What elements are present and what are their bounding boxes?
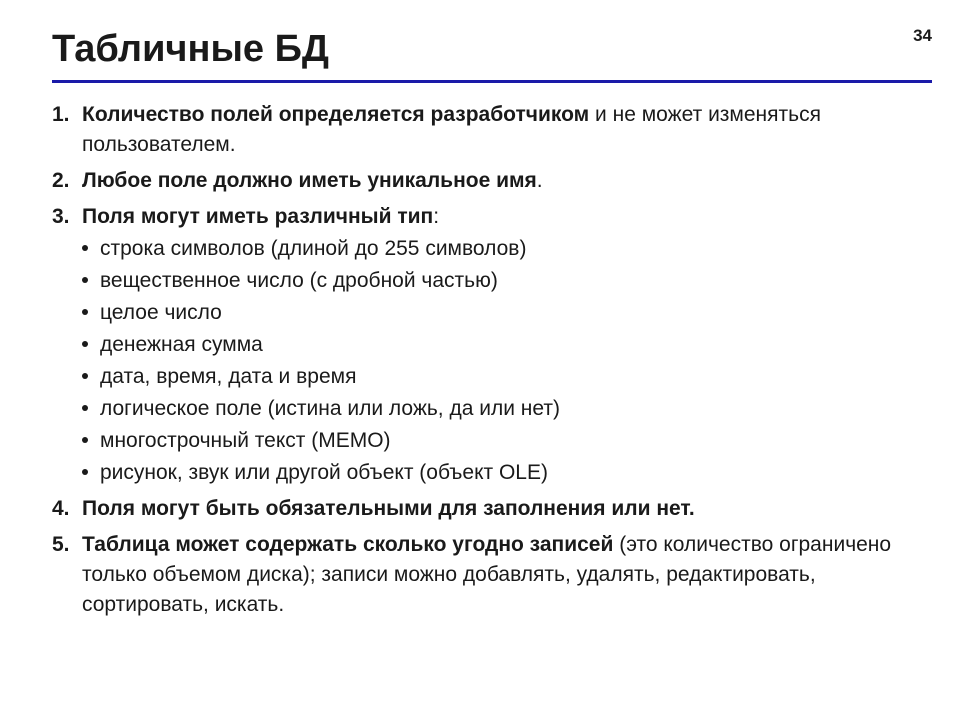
list-item-3 <box>52 202 892 232</box>
bullet-icon <box>82 245 88 251</box>
item-rest-text: . <box>536 169 543 192</box>
item-text <box>82 494 892 524</box>
bullet-item <box>78 298 892 330</box>
item-number: 5. <box>52 533 70 556</box>
item-rest-text: (это количество ограничено только объемом диска); записи можно добавлять, удалять, редактировать, сортировать, искать. <box>82 533 892 616</box>
item-rest-text: и не может изменяться пользователем. <box>82 103 821 156</box>
item-text <box>82 202 892 232</box>
bullet-item <box>78 330 892 362</box>
item-bold-text: Любое поле должно иметь уникальное имя <box>82 169 537 192</box>
bullet-text: дата, время, дата и время <box>100 365 357 388</box>
bullet-icon <box>82 405 88 411</box>
bullet-item <box>78 426 892 458</box>
title-divider <box>52 80 932 83</box>
list-item-4 <box>52 494 892 524</box>
bullet-icon <box>82 469 88 475</box>
bullet-text: рисунок, звук или другой объект (объект OLE) <box>100 461 548 484</box>
item-number: 4. <box>52 497 70 520</box>
bullet-text: логическое поле (истина или ложь, да или нет) <box>100 397 560 420</box>
bullet-item <box>78 458 892 490</box>
bullet-icon <box>82 309 88 315</box>
item-rest-text: : <box>433 205 440 228</box>
bullet-text: строка символов (длиной до 255 символов) <box>100 237 527 260</box>
item-number: 1. <box>52 103 70 126</box>
bullet-text: целое число <box>100 301 222 324</box>
bullet-text: многострочный текст (МЕМО) <box>100 429 391 452</box>
bullet-icon <box>82 341 88 347</box>
item-text <box>82 166 892 196</box>
item-number: 3. <box>52 205 70 228</box>
bullet-text: вещественное число (с дробной частью) <box>100 269 498 292</box>
item-bold-text: Поля могут иметь различный тип <box>82 205 434 228</box>
bullet-icon <box>82 373 88 379</box>
slide-title: Табличные БД <box>52 28 329 70</box>
slide-number: 34 <box>913 26 932 45</box>
field-types-list <box>52 234 892 490</box>
bullet-item <box>78 362 892 394</box>
item-bold-text: Таблица может содержать сколько угодно записей <box>82 533 614 556</box>
bullet-item <box>78 234 892 266</box>
list-item-2 <box>52 166 892 196</box>
item-number: 2. <box>52 169 70 192</box>
bullet-text: денежная сумма <box>100 333 263 356</box>
bullet-item <box>78 394 892 426</box>
item-text <box>82 100 892 160</box>
list-item-1 <box>52 100 892 160</box>
item-bold-text: Поля могут быть обязательными для заполнения или нет. <box>82 497 695 520</box>
bullet-item <box>78 266 892 298</box>
list-item-5 <box>52 530 892 620</box>
item-text <box>82 530 892 620</box>
bullet-icon <box>82 437 88 443</box>
bullet-icon <box>82 277 88 283</box>
slide-content <box>52 100 892 626</box>
item-bold-text: Количество полей определяется разработчиком <box>82 103 590 126</box>
